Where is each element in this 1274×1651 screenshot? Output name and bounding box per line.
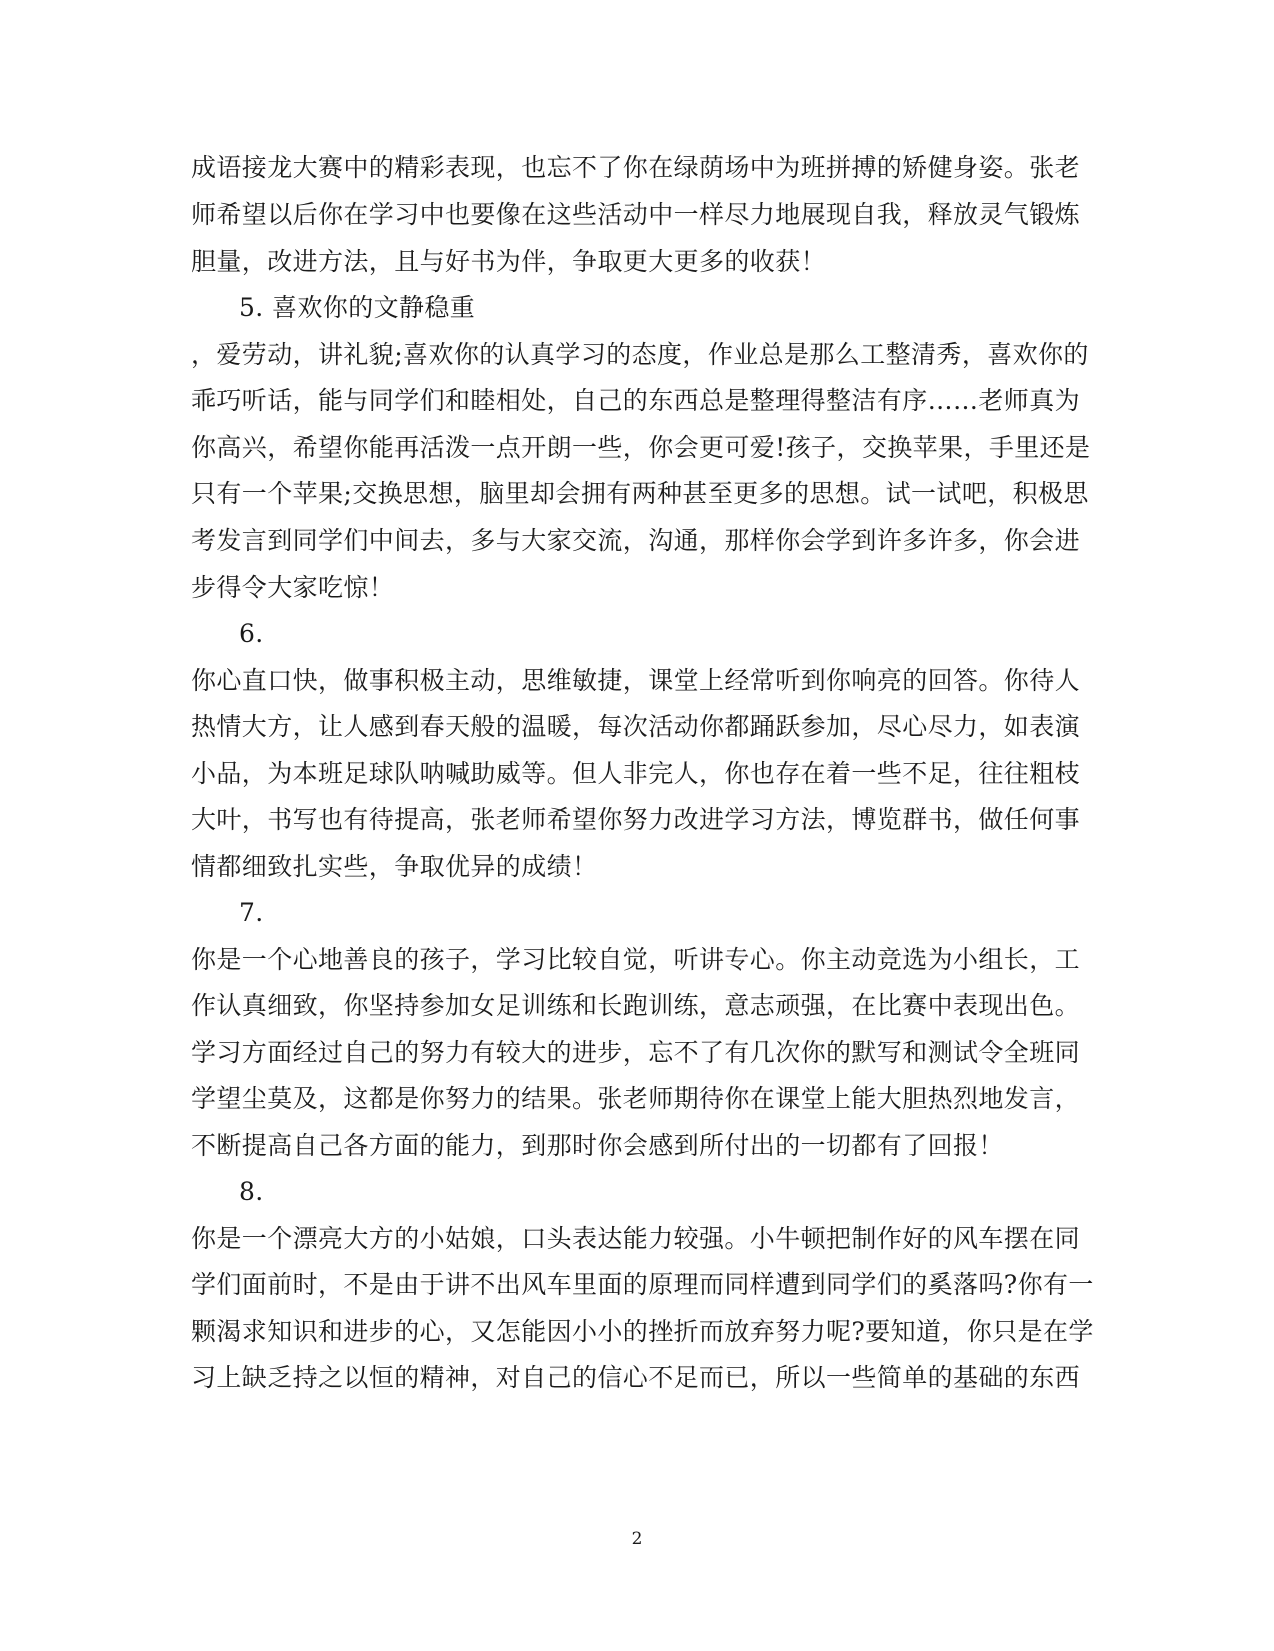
page-number: 2 bbox=[631, 1529, 643, 1549]
paragraph-line: 你高兴，希望你能再活泼一点开朗一些，你会更可爱!孩子，交换苹果，手里还是 bbox=[191, 433, 1091, 462]
section-heading: 7. bbox=[239, 898, 264, 927]
paragraph-line: 学习方面经过自己的努力有较大的进步，忘不了有几次你的默写和测试令全班同 bbox=[191, 1038, 1081, 1067]
paragraph-line: 学望尘莫及，这都是你努力的结果。张老师期待你在课堂上能大胆热烈地发言， bbox=[191, 1084, 1081, 1113]
paragraph-line: 小品，为本班足球队呐喊助威等。但人非完人，你也存在着一些不足，往往粗枝 bbox=[191, 759, 1081, 788]
paragraph-line: 大叶，书写也有待提高，张老师希望你努力改进学习方法，博览群书，做任何事 bbox=[191, 805, 1081, 834]
paragraph-line: 你心直口快，做事积极主动，思维敏捷，课堂上经常听到你响亮的回答。你待人 bbox=[191, 666, 1081, 695]
paragraph-line: ，爱劳动，讲礼貌;喜欢你的认真学习的态度，作业总是那么工整清秀，喜欢你的 bbox=[191, 340, 1089, 369]
section-heading: 6. bbox=[239, 619, 264, 648]
paragraph-line: 作认真细致，你坚持参加女足训练和长跑训练，意志顽强，在比赛中表现出色。 bbox=[191, 991, 1081, 1020]
section-heading: 8. bbox=[239, 1177, 264, 1206]
paragraph-line: 你是一个漂亮大方的小姑娘，口头表达能力较强。小牛顿把制作好的风车摆在同 bbox=[191, 1224, 1081, 1253]
paragraph-line: 成语接龙大赛中的精彩表现，也忘不了你在绿荫场中为班拼搏的矫健身姿。张老 bbox=[191, 153, 1081, 182]
paragraph-line: 情都细致扎实些，争取优异的成绩！ bbox=[191, 852, 598, 881]
paragraph-line: 习上缺乏持之以恒的精神，对自己的信心不足而已，所以一些简单的基础的东西 bbox=[191, 1363, 1081, 1392]
paragraph-line: 热情大方，让人感到春天般的温暖，每次活动你都踊跃参加，尽心尽力，如表演 bbox=[191, 712, 1081, 741]
paragraph-line: 不断提高自己各方面的能力，到那时你会感到所付出的一切都有了回报！ bbox=[191, 1131, 1004, 1160]
paragraph-line: 你是一个心地善良的孩子，学习比较自觉，听讲专心。你主动竞选为小组长，工 bbox=[191, 945, 1081, 974]
section-heading: 5. 喜欢你的文静稳重 bbox=[239, 293, 476, 322]
paragraph-line: 只有一个苹果;交换思想，脑里却会拥有两种甚至更多的思想。试一试吧，积极思 bbox=[191, 479, 1089, 508]
paragraph-line: 师希望以后你在学习中也要像在这些活动中一样尽力地展现自我，释放灵气锻炼 bbox=[191, 200, 1081, 229]
paragraph-line: 考发言到同学们中间去，多与大家交流，沟通，那样你会学到许多许多，你会进 bbox=[191, 526, 1081, 555]
paragraph-line: 胆量，改进方法，且与好书为伴，争取更大更多的收获！ bbox=[191, 247, 827, 276]
paragraph-line: 乖巧听话，能与同学们和睦相处，自己的东西总是整理得整洁有序……老师真为 bbox=[191, 386, 1081, 415]
paragraph-line: 学们面前时，不是由于讲不出风车里面的原理而同样遭到同学们的奚落吗?你有一 bbox=[191, 1270, 1094, 1299]
paragraph-line: 颗渴求知识和进步的心，又怎能因小小的挫折而放弃努力呢?要知道，你只是在学 bbox=[191, 1317, 1094, 1346]
paragraph-line: 步得令大家吃惊！ bbox=[191, 573, 395, 602]
